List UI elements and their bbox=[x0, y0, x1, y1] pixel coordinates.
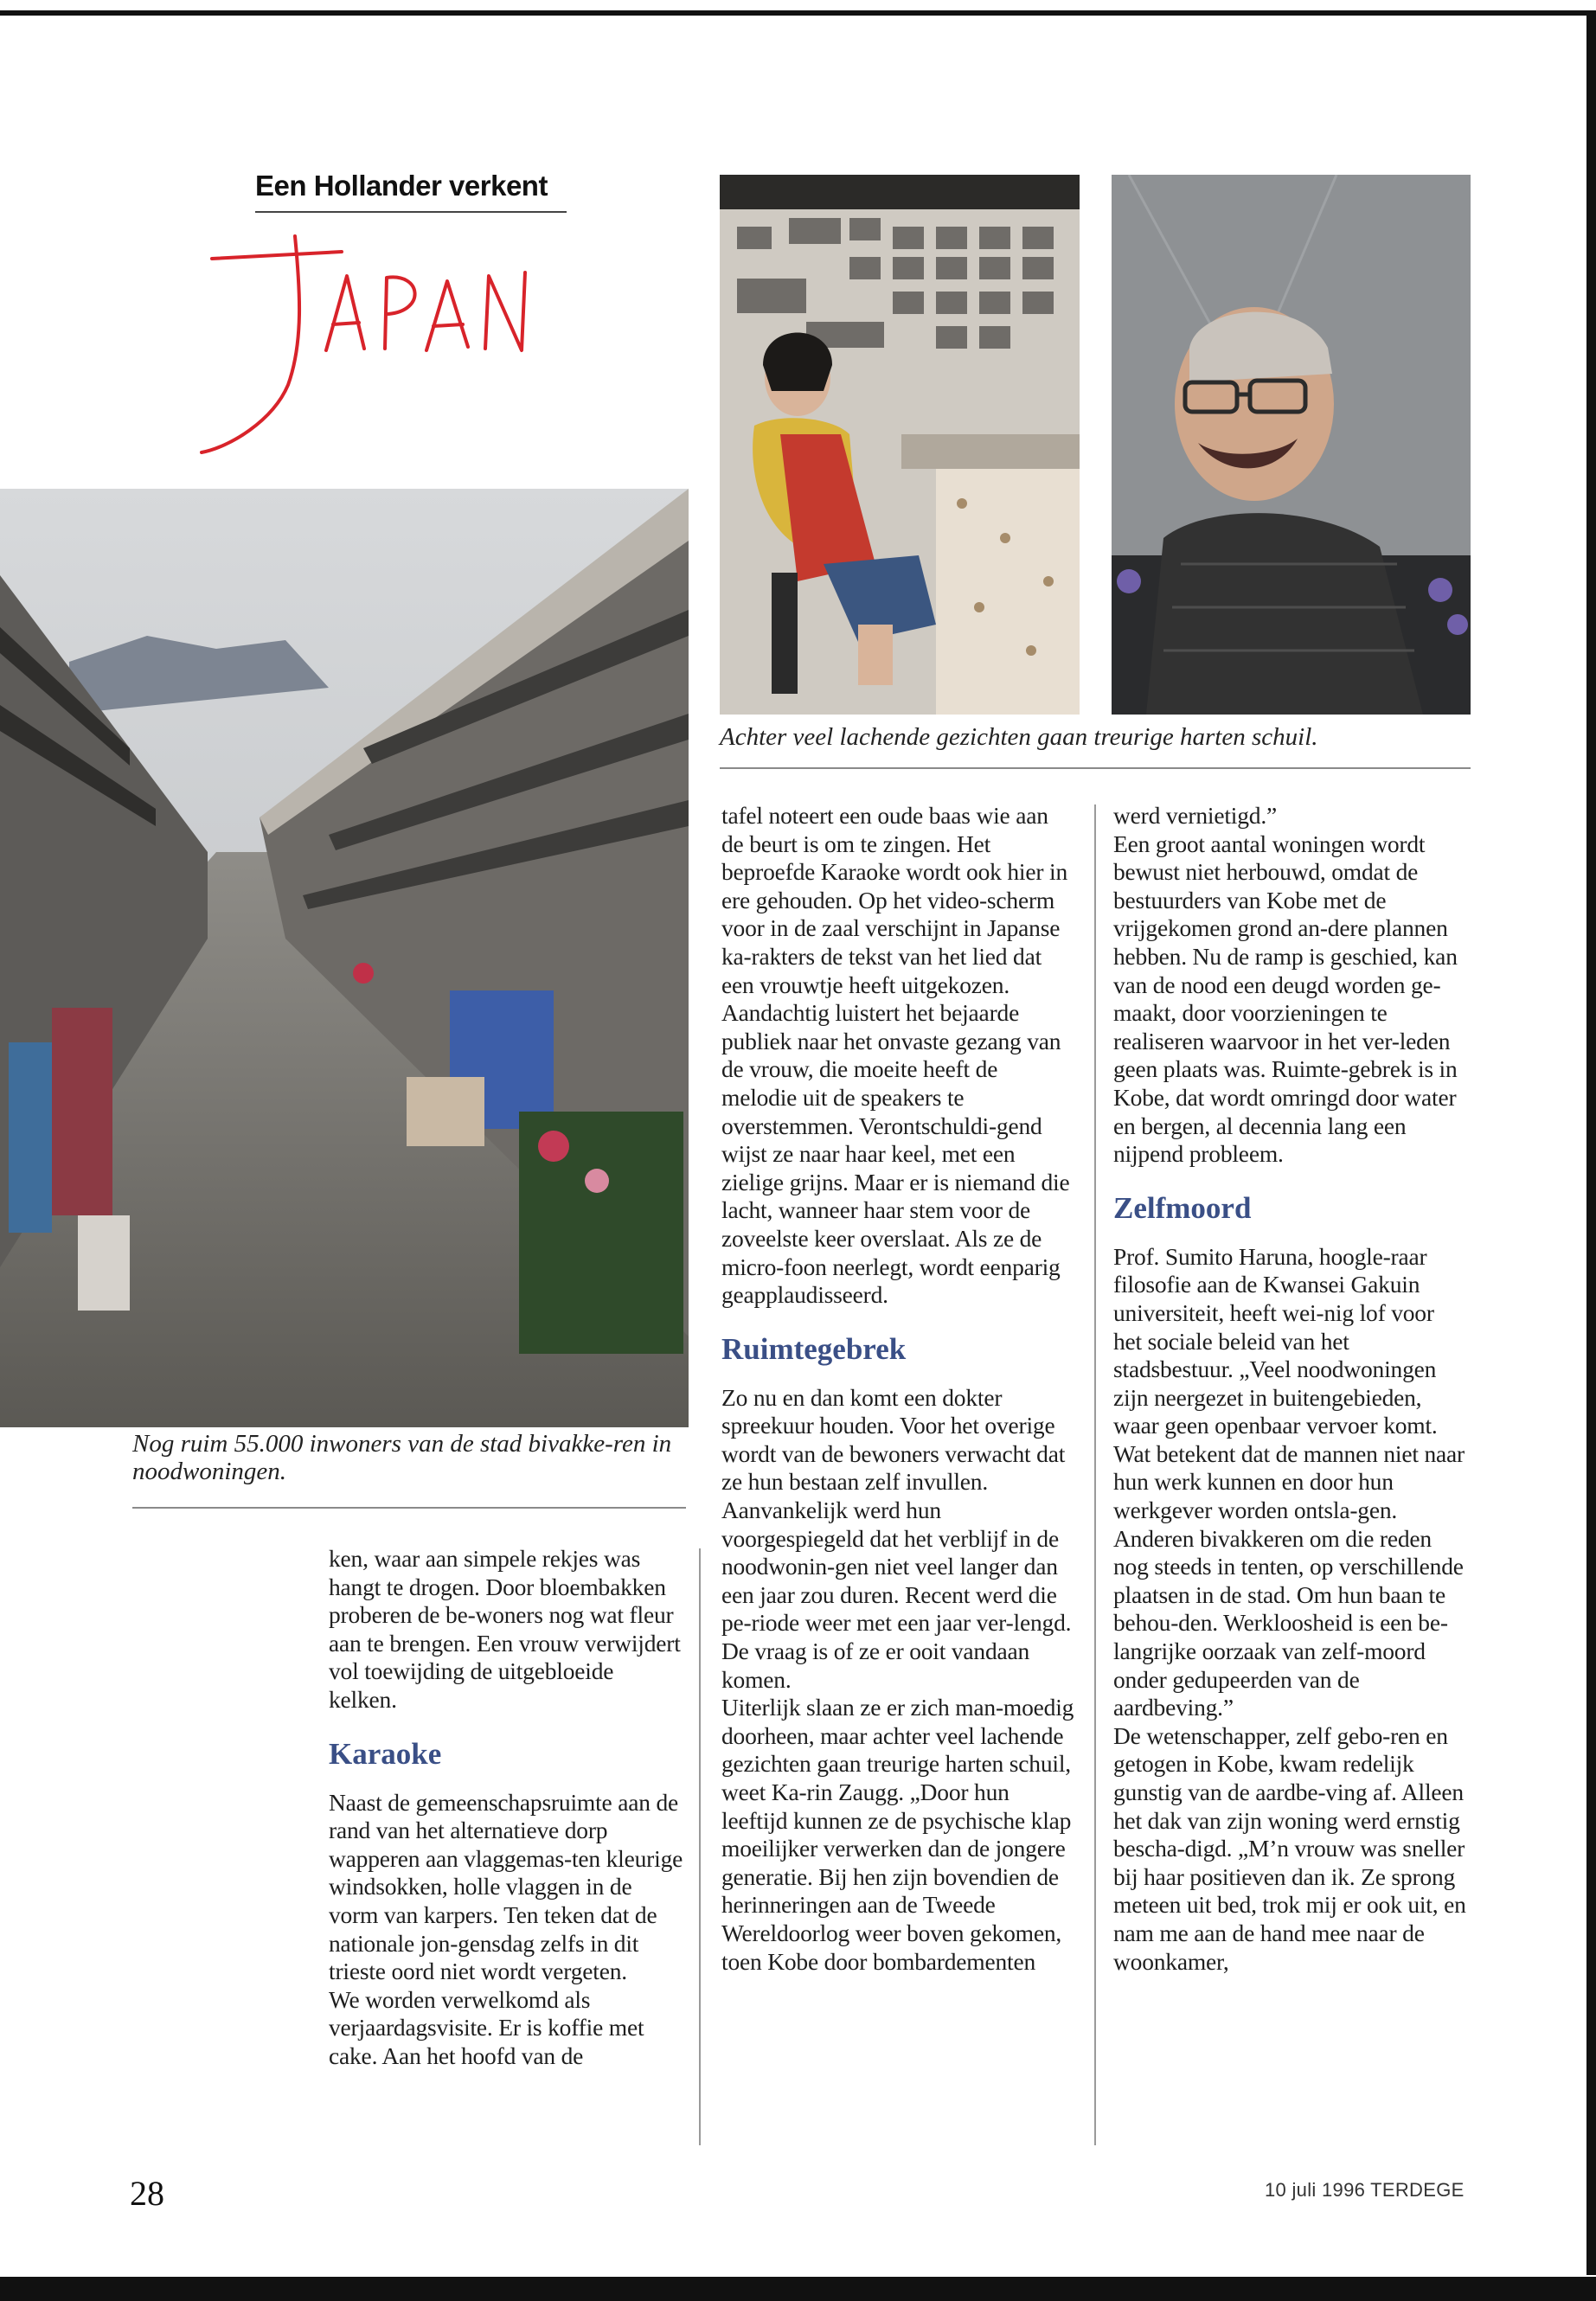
article-column-3 bbox=[1113, 802, 1468, 1976]
top-border bbox=[0, 10, 1596, 16]
article-column-1 bbox=[329, 1545, 683, 2071]
caption-photos-top: Achter veel lachende gezichten gaan treurige harten schuil. bbox=[720, 723, 1318, 751]
caption-photo-left: Nog ruim 55.000 inwoners van de stad bivakke-ren in noodwoningen. bbox=[132, 1430, 672, 1485]
japan-logo bbox=[195, 221, 567, 454]
col1-paragraph: We worden verwelkomd als verjaardagsvisite. Er is koffie met cake. Aan het hoofd van de bbox=[329, 1985, 644, 2069]
photo-old-man-laughing bbox=[1112, 175, 1471, 715]
column-separator-1 bbox=[699, 1548, 701, 2145]
photo-woman-laughing bbox=[720, 175, 1080, 715]
caption-rule-left bbox=[132, 1507, 686, 1509]
col3-paragraph: De wetenschapper, zelf gebo-ren en getogen in Kobe, kwam redelijk gunstig van de aardbe-ving af. Alleen het dak van zijn woning werd ernstig bescha-digd. „M’n vrouw was sneller bij haar positieven dan ik. Ze sprong meteen uit bed, trok mij er ook uit, en nam me aan de hand mee naar de woonkamer, bbox=[1113, 1721, 1466, 1975]
article-column-2 bbox=[721, 802, 1076, 1976]
series-kicker: Een Hollander verkent bbox=[255, 170, 548, 202]
col2-paragraph: tafel noteert een oude baas wie aan de beurt is om te zingen. Het beproefde Karaoke wordt ook hier in ere gehouden. Op het video-scherm voor in de zaal verschijnt in Japanse ka-rakters de tekst van het lied dat een vrouwtje heeft uitgekozen. Aandachtig luistert het bejaarde publiek naar het onvaste gezang van de vrouw, die moeite heeft de melodie uit de speakers te overstemmen. Verontschuldi-gend wijst ze naar haar keel, met een zielige grijns. Maar er is niemand die lacht, wanneer haar stem voor de zoveelste keer overslaat. Als ze de micro-foon neerlegt, wordt eenparig geapplaudisseerd. bbox=[721, 802, 1070, 1309]
col2-paragraph: Uiterlijk slaan ze er zich man-moedig doorheen, maar achter veel lachende gezichten gaan treurige harten schuil, weet Ka-rin Zaugg. „Door hun leeftijd kunnen ze de psychische klap moeilijker verwerken dan de jongere generatie. Bij hen zijn bovendien de herinneringen aan de Tweede Wereldoorlog weer boven gekomen, toen Kobe door bombardementen bbox=[721, 1694, 1074, 1975]
issue-footer: 10 juli 1996 TERDEGE bbox=[1265, 2179, 1465, 2201]
col1-paragraph: ken, waar aan simpele rekjes was hangt te drogen. Door bloembakken proberen de be-woners nog wat fleur aan te brengen. Een vrouw verwijdert vol toewijding de uitgebloeide kelken. bbox=[329, 1545, 681, 1713]
bottom-border bbox=[0, 2277, 1596, 2301]
caption-rule-top bbox=[720, 767, 1471, 769]
heading-zelfmoord: Zelfmoord bbox=[1113, 1190, 1252, 1225]
photo-temporary-housing-row bbox=[0, 489, 689, 1427]
heading-karaoke: Karaoke bbox=[329, 1736, 442, 1771]
col3-paragraph: Een groot aantal woningen wordt bewust niet herbouwd, omdat de bestuurders van Kobe met de vrijgekomen grond an-dere plannen hebben. Nu de ramp is geschied, kan van de nood een deugd worden ge-maakt, door voorzieningen te realiseren waarvoor in het ver-leden geen plaats was. Ruimte-gebrek is in Kobe, dat wordt omringd door water en bergen, al decennia lang een nijpend probleem. bbox=[1113, 830, 1458, 1168]
kicker-rule bbox=[255, 211, 567, 213]
heading-ruimtegebrek: Ruimtegebrek bbox=[721, 1331, 907, 1366]
page-number: 28 bbox=[130, 2174, 164, 2213]
col3-paragraph: Prof. Sumito Haruna, hoogle-raar filosofie aan de Kwansei Gakuin universiteit, heeft wei-nig lof voor het sociale beleid van het stadsbestuur. „Veel noodwoningen zijn neergezet in buitengebieden, waar geen openbaar vervoer komt. Wat betekent dat de mannen niet naar hun werk kunnen en door hun werkgever worden ontsla-gen. Anderen bivakkeren om die reden nog steeds in tenten, op verschillende plaatsen in de stad. Om hun baan te behou-den. Werkloosheid is een be-langrijke oorzaak van zelf-moord onder gedupeerden van de aardbeving.” bbox=[1113, 1242, 1465, 1721]
right-border bbox=[1586, 16, 1596, 2275]
column-separator-2 bbox=[1094, 804, 1096, 2145]
col2-paragraph: Zo nu en dan komt een dokter spreekuur houden. Voor het overige wordt van de bewoners verwacht dat ze hun bestaan zelf invullen. Aanvankelijk werd hun voorgespiegeld dat het verblijf in de noodwonin-gen niet veel langer dan een jaar zou duren. Recent werd die pe-riode weer met een jaar ver-lengd. De vraag is of ze er ooit vandaan komen. bbox=[721, 1383, 1072, 1693]
col3-paragraph: werd vernietigd.” bbox=[1113, 802, 1278, 829]
col1-paragraph: Naast de gemeenschapsruimte aan de rand van het alternatieve dorp wapperen aan vlaggemas-ten kleurige windsokken, holle vlaggen in de vorm van karpers. Ten teken dat de nationale jon-gensdag zelfs in dit trieste oord niet wordt vergeten. bbox=[329, 1788, 683, 1985]
